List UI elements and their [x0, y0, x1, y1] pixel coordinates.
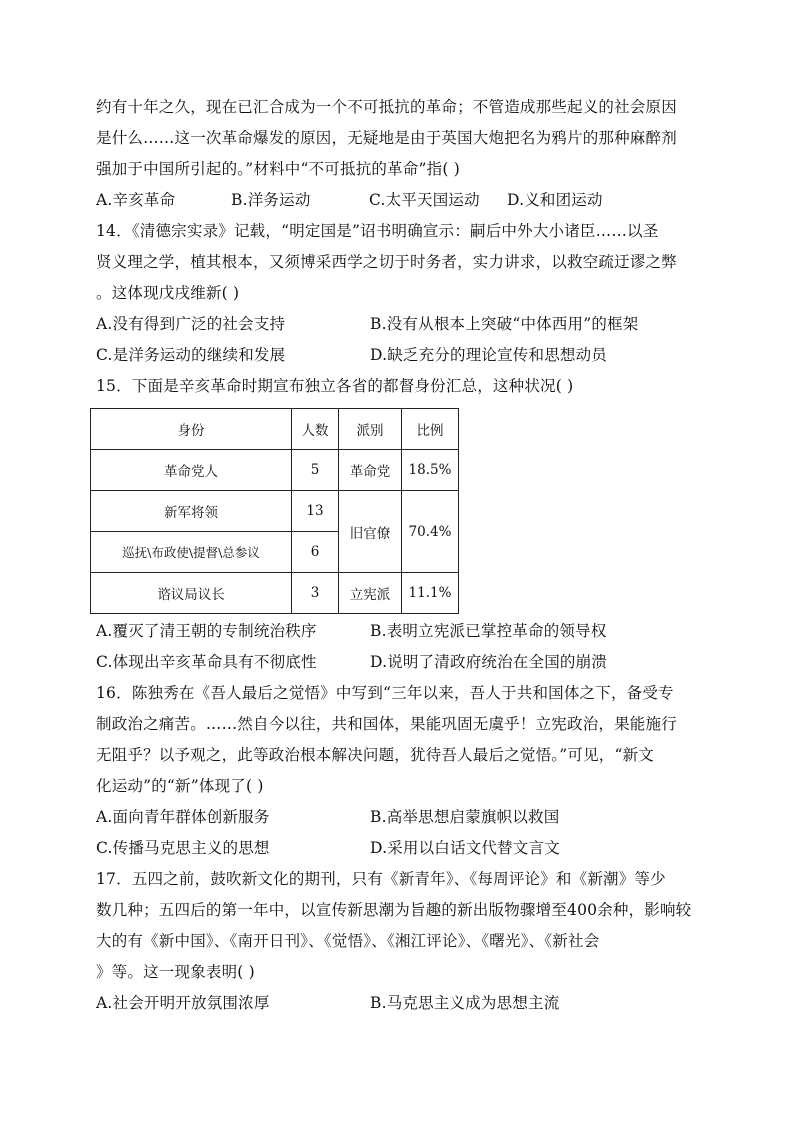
q17-option-a[interactable]: A.社会开明开放氛围浓厚	[96, 994, 270, 1012]
cell-ratio: 11.1%	[402, 573, 459, 614]
q14-option-a[interactable]: A.没有得到广泛的社会支持	[96, 315, 286, 333]
cell-count: 6	[292, 532, 339, 573]
q13-options	[96, 185, 716, 216]
governor-identity-table	[90, 408, 459, 614]
cell-count: 5	[292, 450, 339, 491]
q13-option-d[interactable]: D.义和团运动	[507, 191, 603, 209]
q16-stem-line-3: 无阻乎？以予观之，此等政治根本解决问题，犹待吾人最后之觉悟。”可见，“新文	[96, 746, 655, 764]
q16-option-b[interactable]: B.高举思想启蒙旗帜以救国	[370, 808, 560, 826]
q16-options-row-2	[96, 833, 716, 864]
q17-stem-line-2: 数几种；五四后的第一年中，以宣传新思潮为旨趣的新出版物骤增至400余种，影响较	[96, 901, 692, 919]
q13-option-b[interactable]: B.洋务运动	[231, 191, 311, 209]
q14-option-d[interactable]: D.缺乏充分的理论宣传和思想动员	[370, 346, 608, 364]
q16-option-d[interactable]: D.采用以白话文代替文言文	[370, 839, 560, 857]
q17-stem-line-3: 大的有《新中国》、《南开日刊》、《觉悟》、《湘江评论》、《曙光》、《新社会	[96, 932, 600, 950]
q14-stem-line-1: 14．《清德宗实录》记载，“明定国是”诏书明确宣示：嗣后中外大小诸臣……以圣	[96, 222, 659, 240]
q17-stem-line-4: 》等。这一现象表明( )	[96, 963, 255, 981]
q15-option-b[interactable]: B.表明立宪派已掌控革命的领导权	[370, 622, 607, 640]
cell-count: 13	[292, 491, 339, 532]
header-identity: 身份	[91, 409, 292, 450]
q16-stem-line-4: 化运动”的“新”体现了( )	[96, 777, 264, 795]
table-row	[91, 491, 459, 532]
q16-option-c[interactable]: C.传播马克思主义的思想	[96, 839, 270, 857]
q14-stem-line-3: 。这体现戊戌维新( )	[96, 284, 240, 302]
q13-stem-line-2: 是什么……这一次革命爆发的原因，无疑地是由于英国大炮把名为鸦片的那种麻醉剂	[96, 129, 677, 147]
q13-stem-line-3: 强加于中国所引起的。”材料中“不可抵抗的革命”指( )	[96, 160, 460, 178]
table-row	[91, 450, 459, 491]
q14-option-c[interactable]: C.是洋务运动的继续和发展	[96, 346, 286, 364]
exam-page	[96, 92, 716, 1019]
header-ratio: 比例	[402, 409, 459, 450]
q17-stem-line-1: 17．五四之前，鼓吹新文化的期刊，只有《新青年》、《每周评论》和《新潮》等少	[96, 870, 666, 888]
q14-options-row-1	[96, 309, 716, 340]
q13-option-c[interactable]: C.太平天国运动	[369, 191, 480, 209]
cell-faction: 立宪派	[339, 573, 402, 614]
q17-option-b[interactable]: B.马克思主义成为思想主流	[370, 994, 560, 1012]
q14-stem-line-2: 贤义理之学，植其根本，又须博采西学之切于时务者，实力讲求，以救空疏迂谬之弊	[96, 253, 677, 271]
q14-options-row-2	[96, 340, 716, 371]
cell-count: 3	[292, 573, 339, 614]
table-row	[91, 573, 459, 614]
q15-options-row-1	[96, 616, 716, 647]
table-header-row	[91, 409, 459, 450]
cell-identity: 新军将领	[91, 491, 292, 532]
cell-identity: 谘议局议长	[91, 573, 292, 614]
cell-ratio: 70.4%	[402, 491, 459, 573]
q17-options-row-1	[96, 988, 716, 1019]
q16-option-a[interactable]: A.面向青年群体创新服务	[96, 808, 270, 826]
header-count: 人数	[292, 409, 339, 450]
q15-options-row-2	[96, 647, 716, 678]
q15-option-d[interactable]: D.说明了清政府统治在全国的崩溃	[370, 653, 608, 671]
q15-option-c[interactable]: C.体现出辛亥革命具有不彻底性	[96, 653, 317, 671]
cell-faction: 革命党	[339, 450, 402, 491]
q16-stem-line-2: 制政治之痛苦。……然自今以往，共和国体，果能巩固无虞乎！立宪政治，果能施行	[96, 715, 677, 733]
q15-stem: 15．下面是辛亥革命时期宣布独立各省的都督身份汇总，这种状况( )	[96, 377, 574, 395]
q13-option-a[interactable]: A.辛亥革命	[96, 191, 176, 209]
q14-option-b[interactable]: B.没有从根本上突破“中体西用”的框架	[370, 315, 639, 333]
cell-identity: 革命党人	[91, 450, 292, 491]
cell-identity: 巡抚\布政使\提督\总参议	[91, 532, 292, 573]
cell-faction: 旧官僚	[339, 491, 402, 573]
q15-option-a[interactable]: A.覆灭了清王朝的专制统治秩序	[96, 622, 317, 640]
q16-options-row-1	[96, 802, 716, 833]
cell-ratio: 18.5%	[402, 450, 459, 491]
q16-stem-line-1: 16．陈独秀在《吾人最后之觉悟》中写到“三年以来，吾人于共和国体之下，备受专	[96, 684, 674, 702]
header-faction: 派别	[339, 409, 402, 450]
q13-stem-line-1: 约有十年之久，现在已汇合成为一个不可抵抗的革命；不管造成那些起义的社会原因	[96, 98, 677, 116]
